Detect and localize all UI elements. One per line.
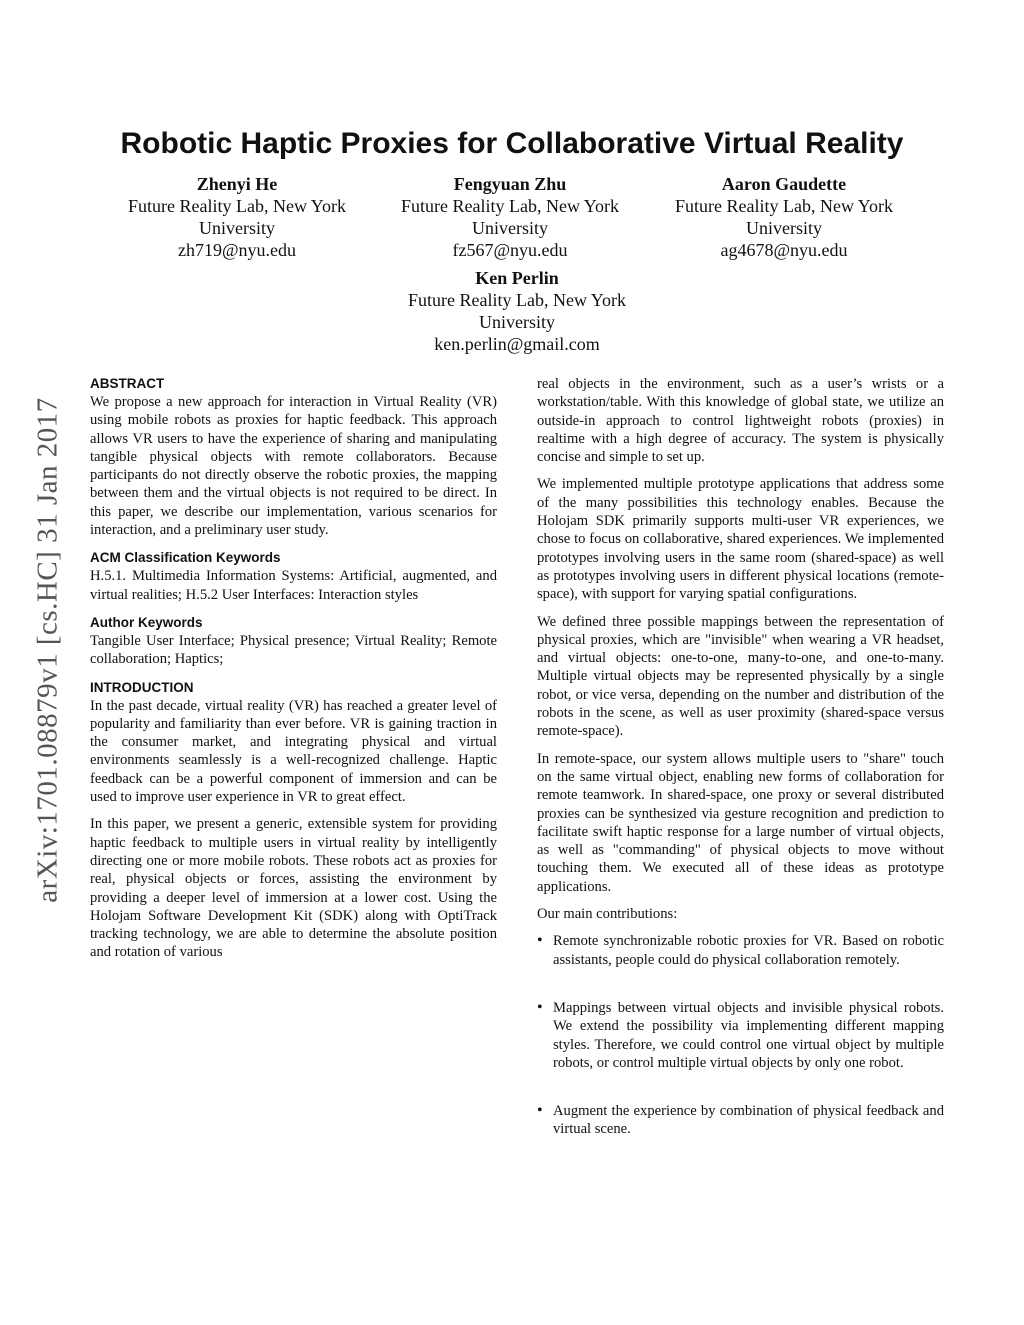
author-email: fz567@nyu.edu (452, 240, 568, 260)
author-block (382, 267, 652, 355)
author-affiliation: University (479, 312, 555, 332)
list-item: • Mappings between virtual objects and invisible physical robots. We extend the possibility via implementing different mapping styles. Therefore, we could control one virtual object by multiple robots, or control multiple virtual objects by only one robot. (537, 999, 944, 1072)
author-affiliation: Future Reality Lab, New York (401, 196, 619, 216)
author-email: zh719@nyu.edu (177, 240, 297, 260)
author-affiliation: Future Reality Lab, New York (408, 290, 626, 310)
left-column (90, 375, 497, 972)
author-affiliation: University (199, 218, 275, 238)
author-name: Zhenyi He (196, 174, 278, 194)
contributions-list (537, 932, 944, 1138)
body-paragraph: We defined three possible mappings between the representation of physical proxies, which are "invisible" when wearing a VR headset, and virtual objects: one-to-one, many-to-one, and one-to-many. Multiple virtual objects may be represented physically by a single robot, or vice versa, depending on the number and distribution of the robots in the scene, as well as user proximity (shared-space versus remote-space). (537, 613, 944, 740)
body-paragraph: In this paper, we present a generic, extensible system for providing haptic feedback to multiple users in virtual reality by intelligently directing one or more mobile robots. These robots act as proxies for real, physical objects or forces, assisting the environment by providing a deeper level of immersion at a lower cost. Using the Holojam Software Development Kit (SDK) along with OptiTrack tracking technology, we are able to determine the absolute position and rotation of various (90, 816, 497, 961)
abstract-section (90, 375, 497, 539)
author-email: ag4678@nyu.edu (720, 240, 848, 260)
author-affiliation: Future Reality Lab, New York (128, 196, 346, 216)
list-item: • Augment the experience by combination of physical feedback and virtual scene. (537, 1102, 944, 1139)
section-heading: INTRODUCTION (90, 679, 194, 695)
keywords-text: Tangible User Interface; Physical presence; Virtual Reality; Remote collaboration; Haptics; (90, 632, 497, 668)
body-paragraph: In the past decade, virtual reality (VR) has reached a greater level of popularity and familiarity than ever before. VR is gaining traction in the consumer market, and integrating physical and virtual environments seamlessly is a well-recognized challenge. Haptic feedback can be a powerful component of immersion and can be used to improve user experience in VR to great effect. (90, 697, 497, 806)
body-paragraph: We implemented multiple prototype applications that address some of the many possibilities this technology enables. Because the Holojam SDK primarily supports multi-user VR experiences, we chose to focus on collaborative, shared experiences. We implemented prototypes involving users in the same room (shared-space) as well as prototypes involving users in different physical locations (remote-space), with support for varying spatial configurations. (537, 476, 944, 603)
author-block (375, 173, 645, 261)
author-email: ken.perlin@gmail.com (434, 334, 600, 354)
acm-section (90, 549, 497, 604)
keywords-section (90, 614, 497, 669)
abstract-text: We propose a new approach for interaction in Virtual Reality (VR) using mobile robots as proxies for haptic feedback. This approach allows VR users to have the experience of sharing and manipulating tangible physical objects with remote collaborators. Because participants do not directly observe the robotic proxies, the mapping between them and the virtual objects is not required to be direct. In this paper, we describe our implementation, various scenarios for interaction, and a preliminary user study. (90, 394, 497, 539)
author-name: Fengyuan Zhu (453, 174, 567, 194)
body-paragraph: In remote-space, our system allows multiple users to "share" touch on the same virtual object, enabling new forms of collaboration for remote teamwork. In shared-space, one proxy or several distributed proxies can be synthesized via gesture recognition and prediction to facilitate swift haptic response for a large number of virtual objects, as well as "commanding" of physical objects to move without touching them. We executed all of these ideas as prototype applications. (537, 750, 944, 895)
list-item: • Remote synchronizable robotic proxies for VR. Based on robotic assistants, people could do physical collaboration remotely. (537, 932, 944, 969)
author-name: Aaron Gaudette (721, 174, 847, 194)
author-affiliation: Future Reality Lab, New York (675, 196, 893, 216)
section-heading: ABSTRACT (90, 376, 165, 391)
acm-text: H.5.1. Multimedia Information Systems: Artificial, augmented, and virtual realities; H.5.2 User Interfaces: Interaction styles (90, 568, 497, 603)
author-affiliation: University (472, 218, 548, 238)
section-heading: Author Keywords (90, 614, 203, 630)
body-paragraph: Our main contributions: (537, 906, 678, 923)
author-block (649, 173, 919, 261)
author-affiliation: University (746, 218, 822, 238)
paper-title: Robotic Haptic Proxies for Collaborative Virtual Reality (120, 127, 904, 160)
right-column (537, 375, 944, 1139)
introduction-section (90, 679, 497, 962)
author-name: Ken Perlin (475, 268, 559, 288)
body-paragraph: real objects in the environment, such as a user’s wrists or a workstation/table. With this knowledge of global state, we utilize an outside-in approach to control lightweight robots (proxies) in realtime with a high degree of accuracy. The system is physically concise and simple to set up. (537, 376, 944, 466)
section-heading: ACM Classification Keywords (90, 550, 281, 566)
arxiv-identifier: arXiv:1701.08879v1 [cs.HC] 31 Jan 2017 (31, 397, 64, 903)
author-block (102, 173, 372, 261)
